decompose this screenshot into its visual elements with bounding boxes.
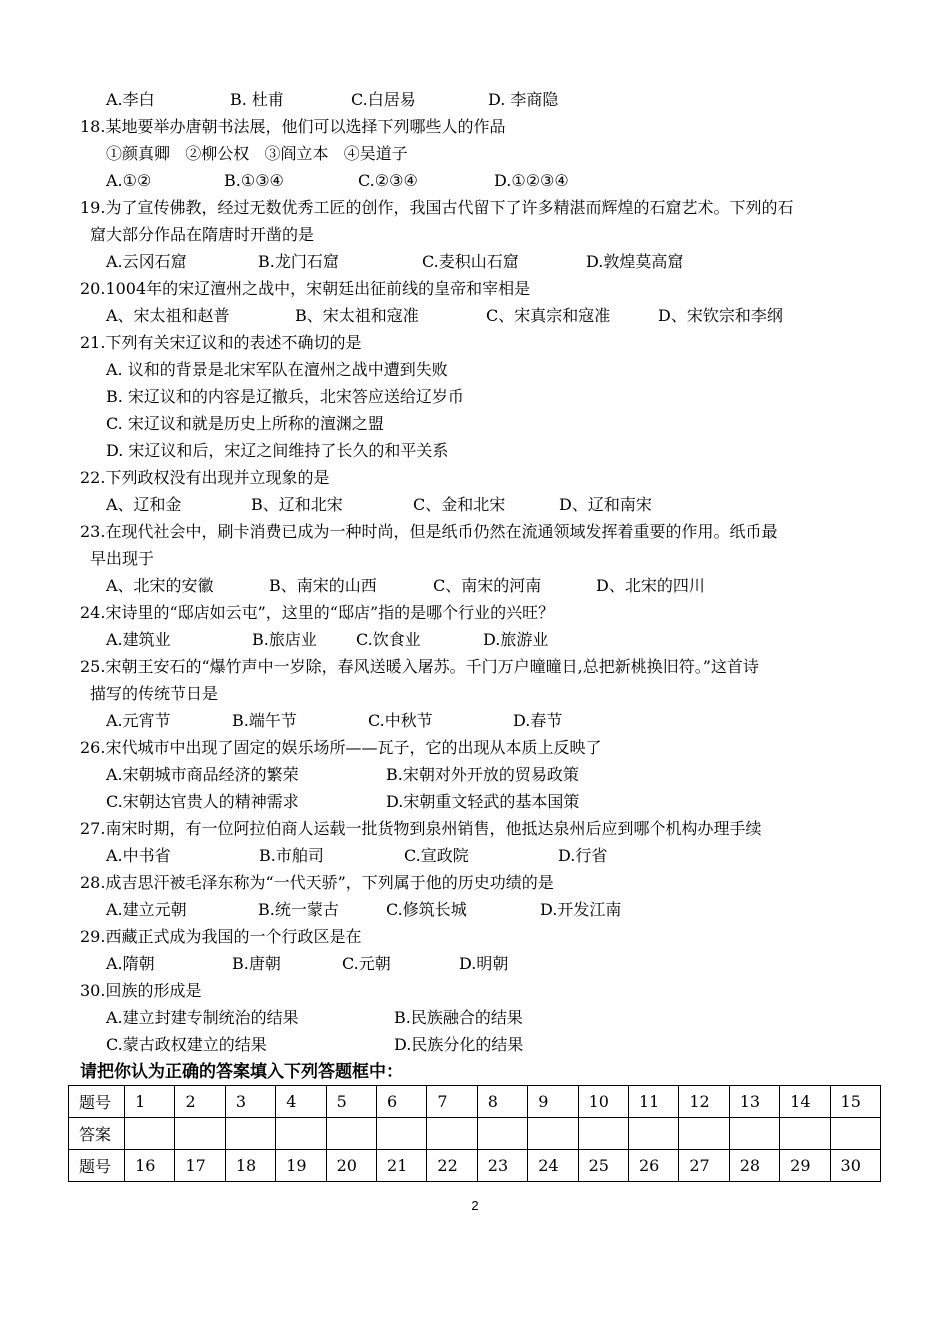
question-number-cell: 10	[578, 1086, 628, 1118]
q24-options	[106, 629, 548, 651]
answer-cell[interactable]	[528, 1118, 578, 1150]
q21-option-a: A. 议和的背景是北宋军队在澶州之战中遭到失败	[106, 360, 448, 379]
q26-option-d: D.宋朝重文轻武的基本国策	[386, 792, 580, 811]
answer-cell[interactable]	[326, 1118, 376, 1150]
q30-options-row1	[106, 1007, 523, 1029]
question-number-cell: 22	[427, 1150, 477, 1182]
question-number-label: 题号	[69, 1086, 125, 1118]
question-number-cell: 3	[225, 1086, 275, 1118]
question-number-cell: 30	[830, 1150, 880, 1182]
q17-option-c: C.白居易	[351, 90, 416, 109]
q25-option-c: C.中秋节	[368, 711, 433, 730]
q19-option-c: C.麦积山石窟	[422, 252, 519, 271]
answer-cell[interactable]	[830, 1118, 880, 1150]
q25-option-d: D.春节	[513, 711, 563, 730]
q23-option-a: A、北宋的安徽	[106, 576, 214, 595]
answer-cell[interactable]	[175, 1118, 225, 1150]
answer-cell[interactable]	[679, 1118, 729, 1150]
question-number-label: 题号	[69, 1150, 125, 1182]
q22-stem: 22.下列政权没有出现并立现象的是	[80, 468, 330, 487]
q22-option-b: B、辽和北宋	[251, 495, 343, 514]
answer-cell[interactable]	[427, 1118, 477, 1150]
q25-options	[106, 710, 562, 732]
q26-options-row2	[106, 791, 579, 813]
q23-option-b: B、南宋的山西	[269, 576, 377, 595]
q28-option-a: A.建立元朝	[106, 900, 187, 919]
q30-option-d: D.民族分化的结果	[394, 1035, 524, 1054]
question-number-cell: 25	[578, 1150, 628, 1182]
q30-stem: 30.回族的形成是	[80, 981, 202, 1000]
question-number-cell: 9	[528, 1086, 578, 1118]
question-number-cell: 14	[780, 1086, 830, 1118]
q28-options	[106, 899, 621, 921]
answer-cell[interactable]	[377, 1118, 427, 1150]
question-number-cell: 18	[225, 1150, 275, 1182]
q24-option-b: B.旅店业	[252, 630, 317, 649]
q23-option-d: D、北宋的四川	[596, 576, 705, 595]
q29-options	[106, 953, 508, 975]
q18-option-b: B.①③④	[224, 171, 284, 190]
question-number-cell: 5	[326, 1086, 376, 1118]
q20-options	[106, 305, 783, 327]
page-number: 2	[471, 1198, 479, 1213]
q17-option-a: A.李白	[106, 90, 155, 109]
q22-option-a: A、辽和金	[106, 495, 182, 514]
q25-stem-line2: 描写的传统节日是	[90, 684, 219, 703]
question-number-cell: 21	[377, 1150, 427, 1182]
q28-option-b: B.统一蒙古	[258, 900, 339, 919]
q20-stem: 20.1004年的宋辽澶州之战中，宋朝廷出征前线的皇帝和宰相是	[80, 279, 531, 298]
question-number-cell: 28	[729, 1150, 779, 1182]
q30-options-row2	[106, 1034, 523, 1056]
question-number-cell: 4	[276, 1086, 326, 1118]
q21-option-d: D. 宋辽议和后，宋辽之间维持了长久的和平关系	[106, 441, 449, 460]
question-number-cell: 23	[477, 1150, 527, 1182]
q27-option-d: D.行省	[558, 846, 608, 865]
question-number-cell: 8	[477, 1086, 527, 1118]
q25-stem-line1: 25.宋朝王安石的“爆竹声中一岁除，春风送暖入屠苏。千门万户曈曈日,总把新桃换旧符。”这首诗	[80, 657, 759, 676]
question-number-cell: 17	[175, 1150, 225, 1182]
answer-cell[interactable]	[125, 1118, 175, 1150]
question-number-cell: 2	[175, 1086, 225, 1118]
q17-option-b: B. 杜甫	[230, 90, 284, 109]
question-number-cell: 15	[830, 1086, 880, 1118]
q18-option-a: A.①②	[106, 171, 152, 190]
question-number-cell: 27	[679, 1150, 729, 1182]
q25-option-a: A.元宵节	[106, 711, 171, 730]
q23-option-c: C、南宋的河南	[433, 576, 542, 595]
q26-options-row1	[106, 764, 579, 786]
q17-option-d: D. 李商隐	[488, 90, 559, 109]
q27-stem: 27.南宋时期，有一位阿拉伯商人运载一批货物到泉州销售，他抵达泉州后应到哪个机构办理手续	[80, 819, 762, 838]
q24-option-d: D.旅游业	[483, 630, 549, 649]
q20-option-d: D、宋钦宗和李纲	[658, 306, 783, 325]
q30-option-b: B.民族融合的结果	[394, 1008, 523, 1027]
q22-option-d: D、辽和南宋	[559, 495, 652, 514]
question-number-cell: 16	[125, 1150, 175, 1182]
question-number-cell: 6	[377, 1086, 427, 1118]
q19-stem-line2: 窟大部分作品在隋唐时开凿的是	[90, 225, 315, 244]
q20-option-b: B、宋太祖和寇准	[295, 306, 419, 325]
q27-option-a: A.中书省	[106, 846, 171, 865]
q18-option-c: C.②③④	[358, 171, 418, 190]
question-number-cell: 12	[679, 1086, 729, 1118]
question-number-cell: 19	[276, 1150, 326, 1182]
answer-label: 答案	[69, 1118, 125, 1150]
q26-stem: 26.宋代城市中出现了固定的娱乐场所——瓦子，它的出现从本质上反映了	[80, 738, 602, 757]
q21-stem: 21.下列有关宋辽议和的表述不确切的是	[80, 333, 362, 352]
question-number-cell: 7	[427, 1086, 477, 1118]
q20-option-c: C、宋真宗和寇准	[486, 306, 611, 325]
q29-stem: 29.西藏正式成为我国的一个行政区是在	[80, 927, 362, 946]
question-number-cell: 26	[628, 1150, 678, 1182]
answer-cell[interactable]	[729, 1118, 779, 1150]
question-number-cell: 24	[528, 1150, 578, 1182]
q28-option-d: D.开发江南	[540, 900, 622, 919]
q25-option-b: B.端午节	[232, 711, 297, 730]
q19-option-d: D.敦煌莫高窟	[586, 252, 684, 271]
q26-option-c: C.宋朝达官贵人的精神需求	[106, 792, 299, 811]
q28-option-c: C.修筑长城	[386, 900, 467, 919]
q23-stem-line2: 早出现于	[90, 549, 155, 568]
answer-sheet-table	[68, 1085, 881, 1182]
q22-option-c: C、金和北宋	[413, 495, 506, 514]
q27-option-c: C.宣政院	[404, 846, 469, 865]
q27-option-b: B.市舶司	[259, 846, 324, 865]
q18-stem: 18.某地要举办唐朝书法展，他们可以选择下列哪些人的作品	[80, 117, 506, 136]
q21-option-b: B. 宋辽议和的内容是辽撤兵，北宋答应送给辽岁币	[106, 387, 464, 406]
q24-stem: 24.宋诗里的“邸店如云屯”，这里的“邸店”指的是哪个行业的兴旺？	[80, 603, 555, 622]
answer-cell[interactable]	[225, 1118, 275, 1150]
answer-cell[interactable]	[578, 1118, 628, 1150]
q29-option-d: D.明朝	[459, 954, 509, 973]
q17-options	[106, 89, 558, 111]
q30-option-c: C.蒙古政权建立的结果	[106, 1035, 267, 1054]
question-number-cell: 29	[780, 1150, 830, 1182]
question-number-cell: 11	[628, 1086, 678, 1118]
question-number-cell: 13	[729, 1086, 779, 1118]
q24-option-c: C.饮食业	[356, 630, 421, 649]
q28-stem: 28.成吉思汗被毛泽东称为“一代天骄”，下列属于他的历史功绩的是	[80, 873, 554, 892]
q26-option-a: A.宋朝城市商品经济的繁荣	[106, 765, 299, 784]
q20-option-a: A、宋太祖和赵普	[106, 306, 230, 325]
answer-row	[69, 1118, 881, 1150]
answer-cell[interactable]	[628, 1118, 678, 1150]
q18-option-d: D.①②③④	[494, 171, 569, 190]
q19-option-b: B.龙门石窟	[258, 252, 339, 271]
q30-option-a: A.建立封建专制统治的结果	[106, 1008, 299, 1027]
q23-options	[106, 575, 705, 597]
answer-cell[interactable]	[477, 1118, 527, 1150]
answer-cell[interactable]	[780, 1118, 830, 1150]
answer-cell[interactable]	[276, 1118, 326, 1150]
q29-option-b: B.唐朝	[232, 954, 281, 973]
q26-option-b: B.宋朝对外开放的贸易政策	[386, 765, 579, 784]
q23-stem-line1: 23.在现代社会中，刷卡消费已成为一种时尚，但是纸币仍然在流通领域发挥着重要的作用。纸币最	[80, 522, 778, 541]
q21-option-c: C. 宋辽议和就是历史上所称的澶渊之盟	[106, 414, 384, 433]
q19-options	[106, 251, 683, 273]
q18-options	[106, 170, 569, 192]
question-number-cell: 20	[326, 1150, 376, 1182]
answer-sheet-heading: 请把你认为正确的答案填入下列答题框中：	[80, 1062, 403, 1082]
question-number-row-2	[69, 1150, 881, 1182]
q29-option-c: C.元朝	[342, 954, 391, 973]
q24-option-a: A.建筑业	[106, 630, 171, 649]
question-number-cell: 1	[125, 1086, 175, 1118]
q19-option-a: A.云冈石窟	[106, 252, 187, 271]
q29-option-a: A.隋朝	[106, 954, 155, 973]
q18-items: ①颜真卿 ②柳公权 ③阎立本 ④吴道子	[106, 144, 408, 163]
question-number-row-1	[69, 1086, 881, 1118]
q19-stem-line1: 19.为了宣传佛教，经过无数优秀工匠的创作，我国古代留下了许多精湛而辉煌的石窟艺术。下列的石	[80, 198, 794, 217]
q27-options	[106, 845, 607, 867]
q22-options	[106, 494, 652, 516]
